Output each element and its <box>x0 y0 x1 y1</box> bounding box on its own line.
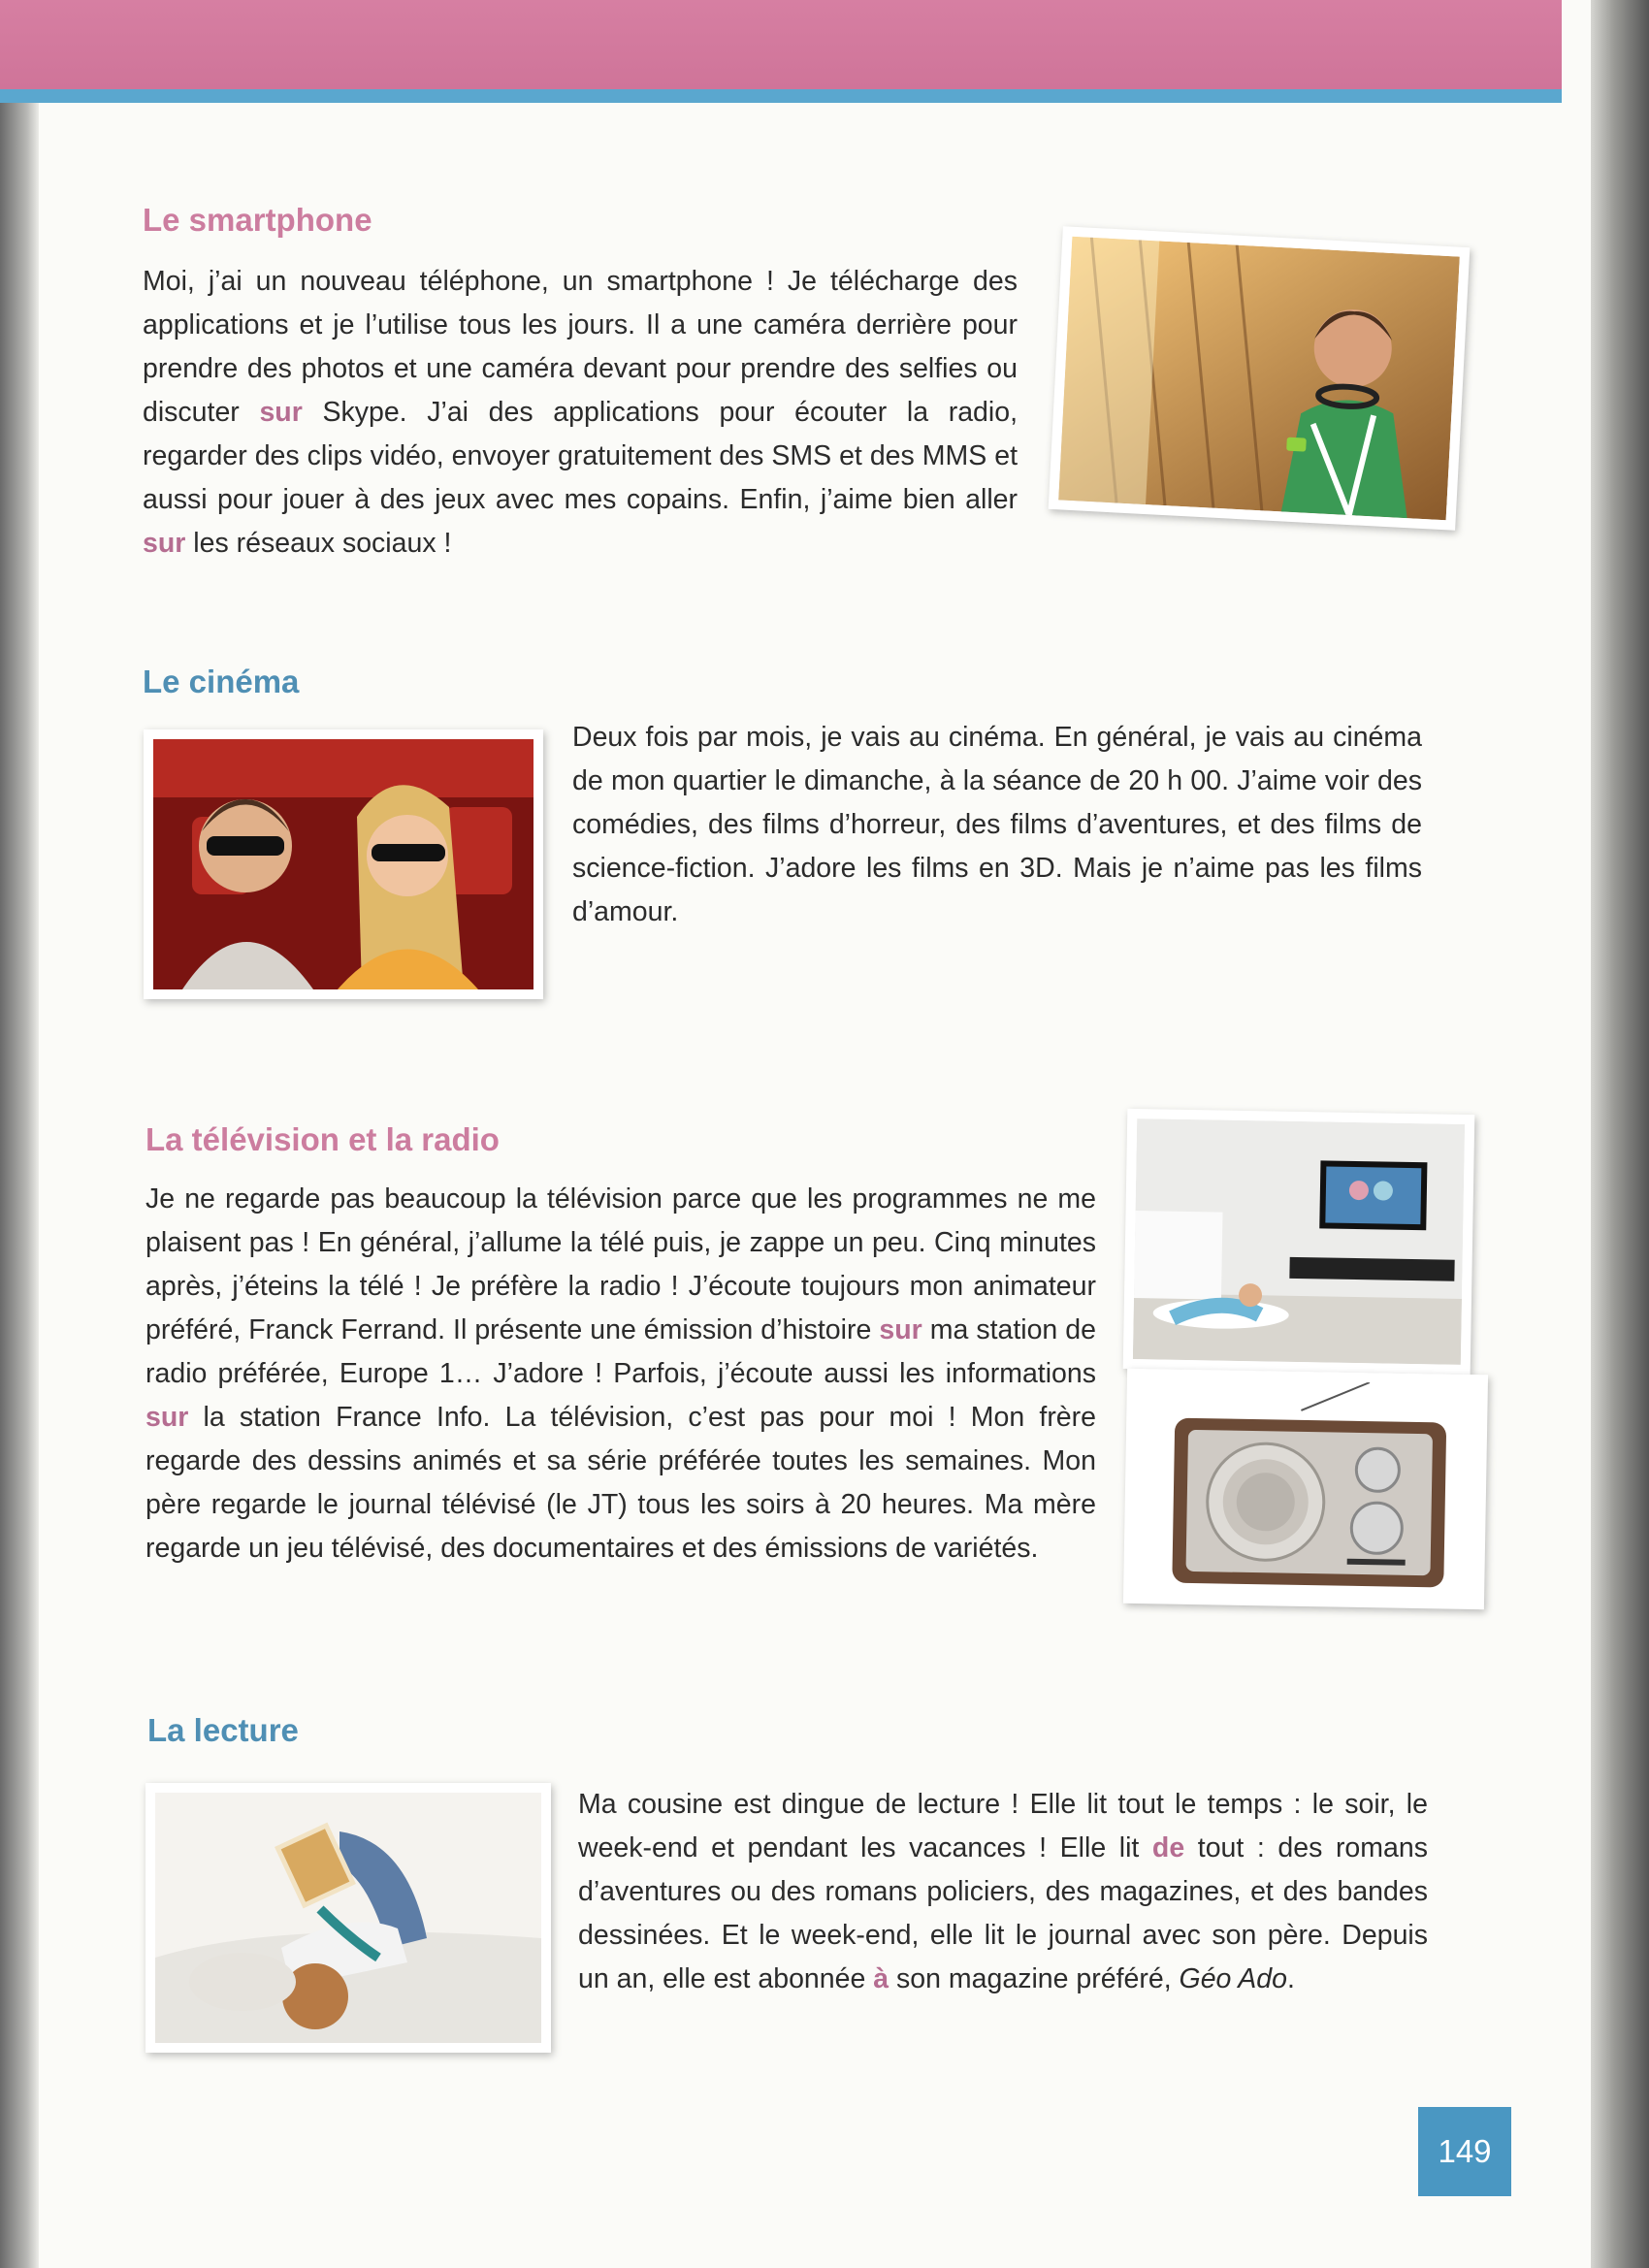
page-edge <box>1591 0 1649 2268</box>
text-run: la station France Info. La télévision, c’est pas pour moi ! Mon frère regarde des dessins animés et sa série préférée toutes les semaines. Mon père regarde le journal télévisé (le JT) tous les soirs à 20 heures. Ma mère regarde un jeu télévisé, des documentaires et des émissions de variétés. <box>146 1402 1096 1564</box>
television-photo <box>1123 1109 1475 1375</box>
paragraph-cinema <box>572 716 1422 934</box>
section-title-smartphone: Le smartphone <box>143 202 372 238</box>
section-title-reading: La lecture <box>147 1712 299 1748</box>
italic-title: Géo Ado <box>1179 1963 1287 1994</box>
text-run: Je ne regarde pas beaucoup la télévision parce que les programmes ne me plaisent pas ! En général, j’allume la télé puis, je zappe un peu. Cinq minutes après, j’éteins la télé ! Je préfère la radio ! J’écoute toujours mon animateur préféré, Franck Ferrand. Il présente une émission d’histoire <box>146 1183 1096 1345</box>
highlighted-word: sur <box>259 397 303 428</box>
paragraph-reading <box>578 1783 1428 2001</box>
paragraph-tv-radio <box>146 1178 1096 1571</box>
reading-photo <box>146 1783 551 2053</box>
text-run: Deux fois par mois, je vais au cinéma. En général, je vais au cinéma de mon quartier le dimanche, à la séance de 20 h 00. J’aime voir des comédies, des films d’horreur, des films d’aventures, et des films de science-fiction. J’adore les films en 3D. Mais je n’aime pas les films d’amour. <box>572 722 1422 927</box>
text-run: les réseaux sociaux ! <box>185 528 452 559</box>
text-run: Skype. J’ai des applications pour écouter la radio, regarder des clips vidéo, envoyer gratuitement des SMS et des MMS et aussi pour jouer à des jeux avec mes copains. Enfin, j’aime bien aller <box>143 397 1018 515</box>
page-binding-shadow <box>0 0 39 2268</box>
section-title-tv-radio: La télévision et la radio <box>146 1121 500 1157</box>
paragraph-smartphone <box>143 260 1018 566</box>
text-run: Moi, j’ai un nouveau téléphone, un smartphone ! Je télécharge des applications et je l’utilise tous les jours. Il a une caméra derrière pour prendre des photos et une caméra devant pour prendre des selfies ou discuter <box>143 266 1018 428</box>
highlighted-word: à <box>873 1963 889 1994</box>
highlighted-word: sur <box>146 1402 189 1433</box>
header-band <box>0 0 1562 89</box>
highlighted-word: sur <box>143 528 186 559</box>
header-band-stripe <box>0 89 1562 103</box>
radio-photo <box>1123 1369 1488 1609</box>
highlighted-word: de <box>1151 1832 1185 1863</box>
text-run: . <box>1286 1963 1295 1994</box>
text-run: son magazine préféré, <box>889 1963 1180 1994</box>
text-run: tout : des romans d’aventures ou des romans policiers, des magazines, et des bandes dessinées. Et le week-end, elle lit le journal avec son père. Depuis un an, elle est abonnée <box>578 1832 1428 1994</box>
cinema-photo <box>144 729 543 999</box>
text-run: Ma cousine est dingue de lecture ! Elle lit tout le temps : le soir, le week-end et pendant les vacances ! Elle lit <box>578 1789 1428 1863</box>
page-number: 149 <box>1418 2107 1511 2196</box>
highlighted-word: sur <box>879 1314 922 1345</box>
smartphone-photo <box>1049 226 1471 531</box>
text-run: ma station de radio préférée, Europe 1… J’adore ! Parfois, j’écoute aussi les informations <box>146 1314 1096 1389</box>
section-title-cinema: Le cinéma <box>143 664 300 699</box>
